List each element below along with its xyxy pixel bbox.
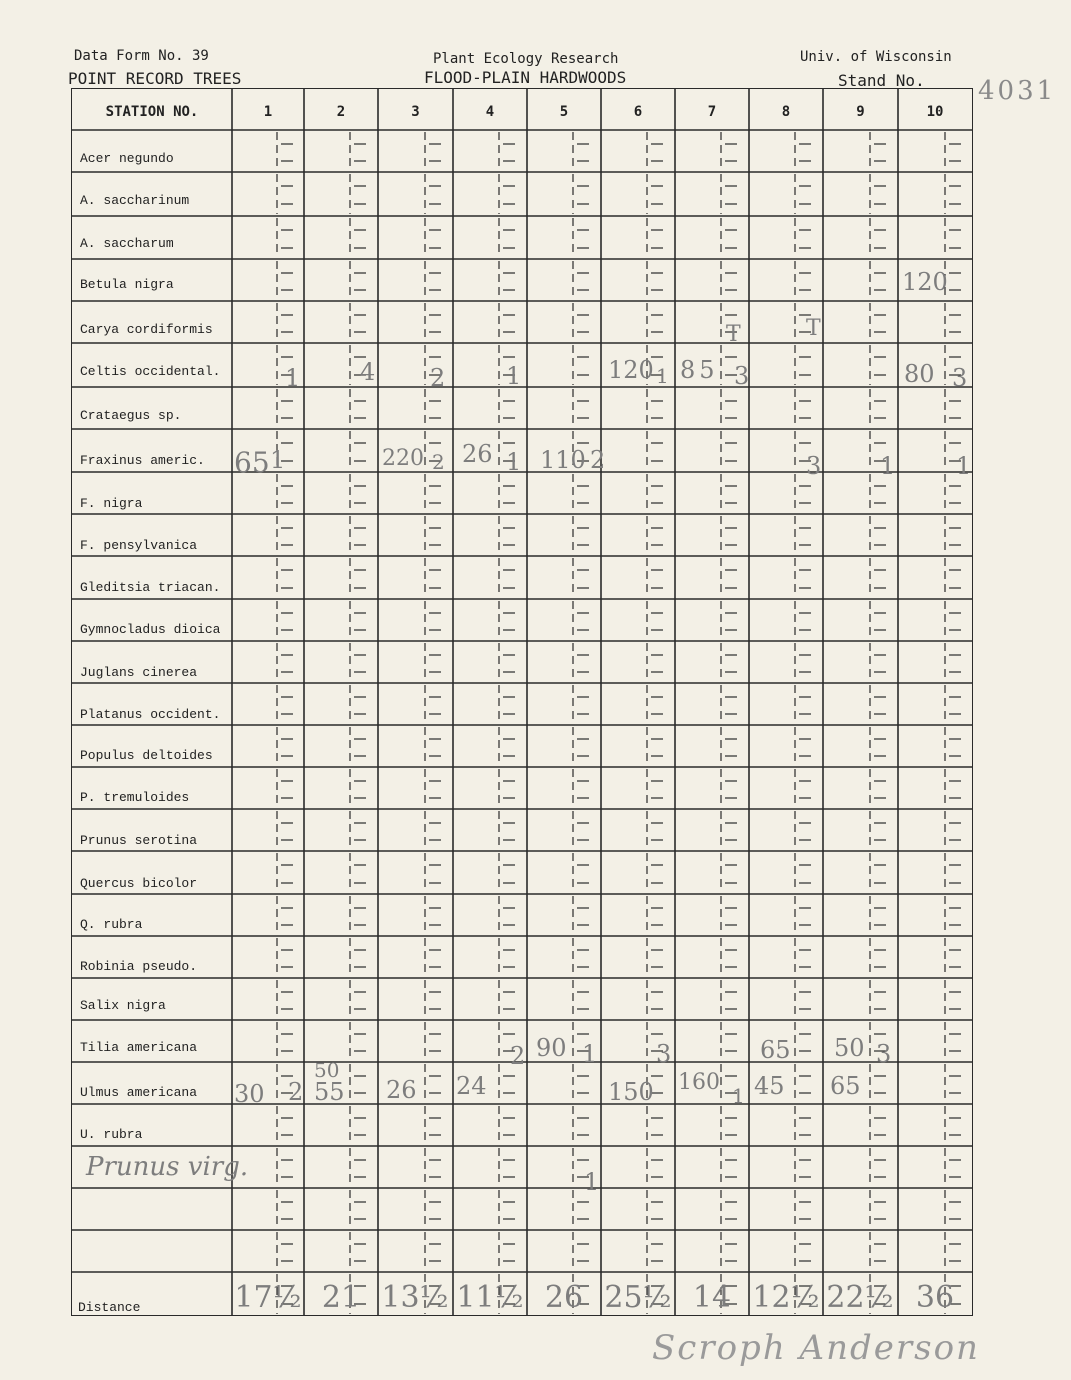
station-1: 1 bbox=[263, 104, 273, 120]
signature: Scroph Anderson bbox=[652, 1328, 980, 1368]
record-table bbox=[71, 88, 973, 1316]
tally-entry: 2 bbox=[432, 450, 445, 474]
tally-entry: 26 bbox=[386, 1076, 417, 1104]
species-label: Acer negundo bbox=[80, 151, 174, 166]
species-label: U. rubra bbox=[80, 1127, 143, 1142]
tally-entry: 1 bbox=[506, 448, 522, 476]
tally-entry: 3 bbox=[806, 452, 822, 480]
species-label: A. saccharinum bbox=[80, 193, 190, 208]
tally-entry: 50 bbox=[314, 1058, 340, 1082]
station-8: 8 bbox=[781, 104, 791, 120]
tally-entry: 90 bbox=[536, 1034, 567, 1062]
tally-entry: 1 bbox=[956, 452, 972, 480]
species-label: F. pensylvanica bbox=[80, 538, 198, 553]
tally-entry: T bbox=[726, 322, 741, 347]
tally-entry: 2 bbox=[510, 1042, 526, 1070]
tally-entry: 1 bbox=[880, 452, 896, 480]
species-label: Celtis occidental. bbox=[80, 364, 221, 379]
tally-entry: 3 bbox=[952, 364, 968, 392]
tally-entry: 1 bbox=[732, 1084, 745, 1108]
tally-entry: 3 bbox=[876, 1040, 892, 1068]
species-label: Crataegus sp. bbox=[80, 408, 182, 423]
tally-entry: 2 bbox=[430, 364, 446, 392]
tally-entry: 120 bbox=[608, 356, 654, 384]
station-5: 5 bbox=[559, 104, 569, 120]
station-10: 10 bbox=[926, 104, 944, 120]
tally-entry: 65 bbox=[234, 446, 270, 479]
tally-entry: 3 bbox=[656, 1040, 672, 1068]
species-label: A. saccharum bbox=[80, 236, 174, 251]
species-label: Betula nigra bbox=[80, 277, 174, 292]
species-label: Platanus occident. bbox=[80, 707, 221, 722]
form-title: POINT RECORD TREES bbox=[68, 69, 242, 88]
station-2: 2 bbox=[336, 104, 346, 120]
tally-entry: 80 bbox=[904, 360, 935, 388]
distance-value: 26 bbox=[544, 1280, 584, 1315]
distance-value: 36 bbox=[915, 1280, 955, 1315]
distance-value: 11½ bbox=[456, 1280, 524, 1315]
tally-entry: 85 bbox=[680, 356, 719, 384]
tally-entry: 2 bbox=[288, 1078, 304, 1106]
tally-entry: 1 bbox=[506, 362, 522, 390]
tally-entry: 110 bbox=[540, 446, 586, 474]
tally-entry: 160 bbox=[678, 1070, 720, 1095]
tally-entry: 150 bbox=[608, 1078, 654, 1106]
distance-value: 14 bbox=[692, 1280, 732, 1315]
tally-entry: 65 bbox=[760, 1036, 791, 1064]
tally-entry: 45 bbox=[754, 1072, 785, 1100]
tally-entry: 1 bbox=[582, 1040, 598, 1068]
species-label: Gleditsia triacan. bbox=[80, 580, 221, 595]
species-label: F. nigra bbox=[80, 496, 143, 511]
tally-entry: 1 bbox=[285, 364, 301, 392]
station-header: STATION NO. bbox=[105, 104, 199, 120]
tally-entry: 1 bbox=[584, 1168, 600, 1196]
species-label: Populus deltoides bbox=[80, 748, 213, 763]
distance-value: 12½ bbox=[752, 1280, 820, 1315]
tally-entry: T bbox=[806, 316, 821, 341]
form-subtitle: FLOOD-PLAIN HARDWOODS bbox=[424, 68, 627, 87]
distance-value: 13½ bbox=[381, 1280, 449, 1315]
tally-entry: 65 bbox=[830, 1072, 861, 1100]
species-label: Quercus bicolor bbox=[80, 876, 198, 891]
tally-entry: 120 bbox=[902, 268, 948, 296]
species-label: Tilia americana bbox=[80, 1040, 198, 1055]
tally-entry: 30 bbox=[234, 1080, 265, 1108]
distance-label: Distance bbox=[78, 1300, 141, 1315]
stand-number: 4031 bbox=[978, 76, 1057, 106]
tally-entry: 4 bbox=[360, 358, 376, 386]
distance-value: 22½ bbox=[826, 1280, 894, 1315]
species-label: Gymnocladus dioica bbox=[80, 622, 221, 637]
stand-label: Stand No. bbox=[838, 71, 925, 90]
species-label: P. tremuloides bbox=[80, 790, 190, 805]
station-6: 6 bbox=[633, 104, 643, 120]
form-number: Data Form No. 39 bbox=[74, 48, 209, 64]
species-label: Prunus serotina bbox=[80, 833, 198, 848]
tally-entry: 24 bbox=[456, 1072, 487, 1100]
species-label: Robinia pseudo. bbox=[80, 959, 198, 974]
tally-entry: 50 bbox=[834, 1034, 865, 1062]
species-label: Ulmus americana bbox=[80, 1085, 198, 1100]
station-7: 7 bbox=[707, 104, 717, 120]
org-name: Plant Ecology Research bbox=[433, 51, 619, 67]
distance-value: 17½ bbox=[234, 1280, 302, 1315]
tally-entry: 26 bbox=[462, 440, 493, 468]
handwritten-species-label: Prunus virg. bbox=[86, 1152, 249, 1182]
species-label: Carya cordiformis bbox=[80, 322, 213, 337]
tally-entry: 220 bbox=[382, 446, 424, 471]
table-grid bbox=[71, 88, 973, 1316]
distance-value: 25½ bbox=[604, 1280, 672, 1315]
species-label: Salix nigra bbox=[80, 998, 166, 1013]
tally-entry: 55 bbox=[314, 1078, 345, 1106]
species-label: Q. rubra bbox=[80, 917, 143, 932]
species-label: Juglans cinerea bbox=[80, 665, 198, 680]
tally-entry: 2 bbox=[590, 446, 606, 474]
station-4: 4 bbox=[485, 104, 495, 120]
station-3: 3 bbox=[411, 104, 420, 120]
tally-entry: 3 bbox=[734, 362, 750, 390]
species-label: Fraxinus americ. bbox=[80, 453, 205, 468]
tally-entry: 1 bbox=[656, 364, 669, 388]
tally-entry: 1 bbox=[270, 446, 286, 474]
university: Univ. of Wisconsin bbox=[800, 49, 952, 65]
station-9: 9 bbox=[856, 104, 865, 120]
distance-value: 21 bbox=[321, 1280, 361, 1315]
